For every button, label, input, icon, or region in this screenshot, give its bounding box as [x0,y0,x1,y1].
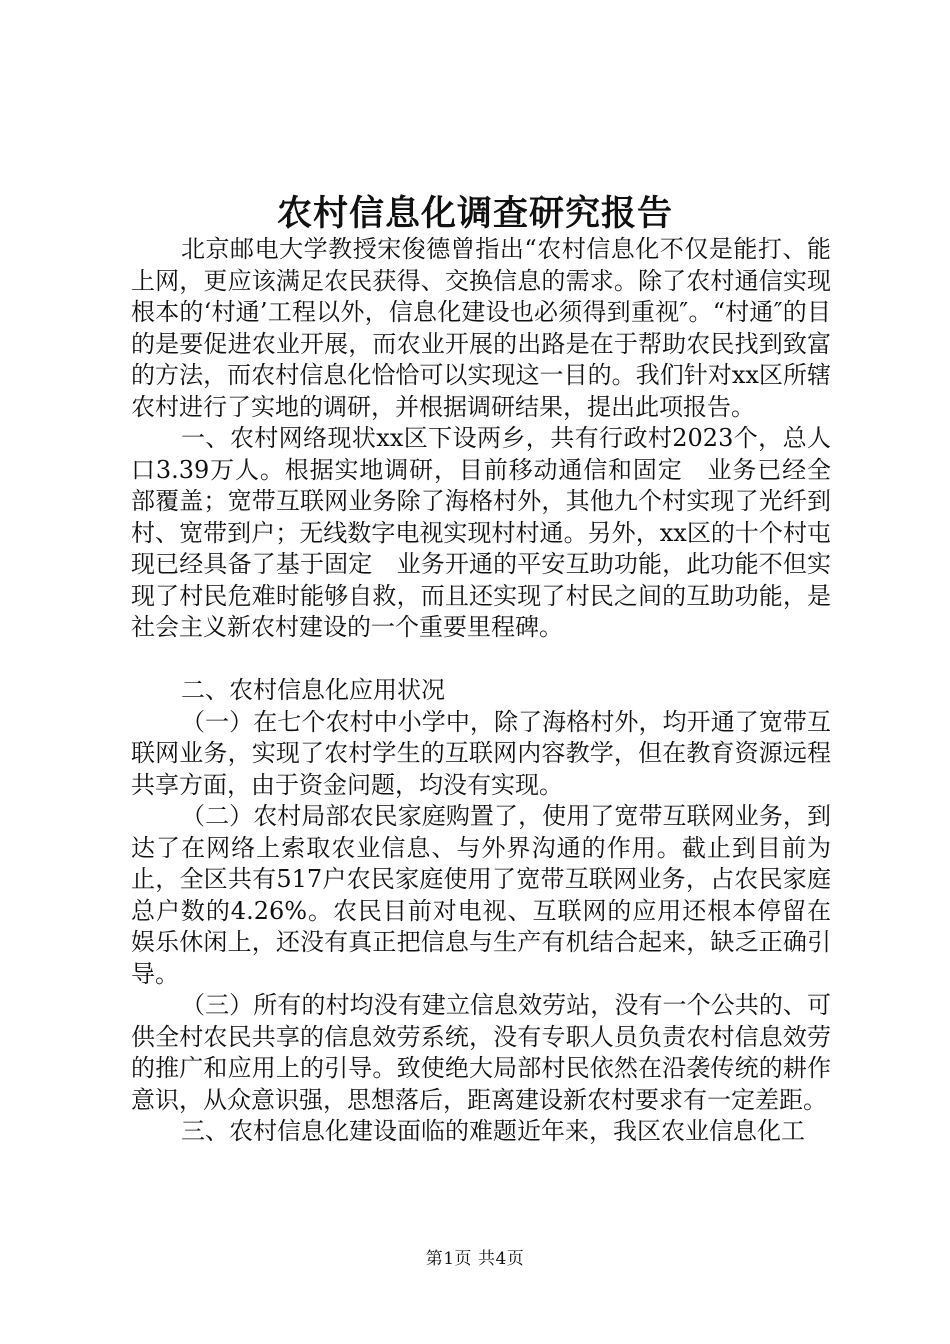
paragraph-network-status: 一、农村网络现状xx区下设两乡，共有行政村2023个，总人口3.39万人。根据实地调研，目前移动通信和固定 业务已经全部覆盖；宽带互联网业务除了海格村外，其他九个村实现了光纤到村、宽带到户；无线数字电视实现村村通。另外，xx区的十个村屯现已经具备了基于固定 业务开通的平安互助功能，此功能不但实现了村民危难时能够自救，而且还实现了村民之间的互助功能，是社会主义新农村建设的一个重要里程碑。 [131,424,831,641]
section-heading-application: 二、农村信息化应用状况 [181,676,445,704]
document-title: 农村信息化调查研究报告 [276,193,673,234]
paragraph-intro: 北京邮电大学教授宋俊德曾指出“农村信息化不仅是能打、能上网，更应该满足农民获得、交换信息的需求。除了农村通信实现根本的‘村通’工程以外，信息化建设也必须得到重视″。“村通″的目的是要促进农业开展，而农业开展的出路是在于帮助农民找到致富的方法，而农村信息化恰恰可以实现这一目的。我们针对xx区所辖农村进行了实地的调研，并根据调研结果，提出此项报告。 [131,235,831,421]
document-body [131,234,831,1148]
paragraph-challenges: 三、农村信息化建设面临的难题近年来，我区农业信息化工 [181,1117,805,1145]
paragraph-schools: （一）在七个农村中小学中，除了海格村外，均开通了宽带互联网业务，实现了农村学生的互联网内容教学，但在教育资源远程共享方面，由于资金问题，均没有实现。 [131,707,831,799]
paragraph-service-stations: （三）所有的村均没有建立信息效劳站，没有一个公共的、可供全村农民共享的信息效劳系统，没有专职人员负责农村信息效劳的推广和应用上的引导。致使绝大局部村民依然在沿袭传统的耕作意识，从众意识强，思想落后，距离建设新农村要求有一定差距。 [131,991,831,1114]
page-number: 第1页 共4页 [425,1249,525,1269]
paragraph-households: （二）农村局部农民家庭购置了，使用了宽带互联网业务，到达了在网络上索取农业信息、与外界沟通的作用。截止到目前为止，全区共有517户农民家庭使用了宽带互联网业务，占农民家庭总户数的4.26%。农民目前对电视、互联网的应用还根本停留在娱乐休闲上，还没有真正把信息与生产有机结合起来，缺乏正确引导。 [131,802,831,988]
